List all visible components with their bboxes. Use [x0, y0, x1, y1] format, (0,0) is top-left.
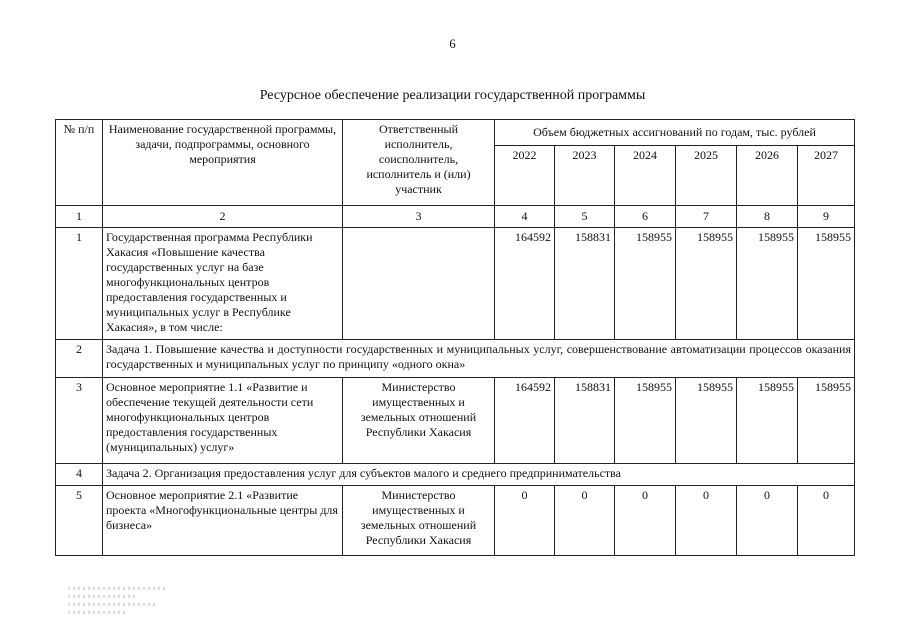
task-row	[56, 464, 855, 486]
row-value: 158955	[798, 378, 855, 464]
task-text: Задача 2. Организация предоставления услуг для субъектов малого и среднего предпринимательства	[103, 464, 855, 486]
row-number: 4	[56, 464, 103, 486]
column-number: 7	[676, 206, 737, 228]
task-row	[56, 340, 855, 378]
row-value: 164592	[495, 378, 555, 464]
column-number: 1	[56, 206, 103, 228]
row-value: 158955	[615, 228, 676, 340]
row-value: 164592	[495, 228, 555, 340]
header-year: 2024	[615, 146, 676, 206]
column-number: 6	[615, 206, 676, 228]
table-row	[56, 486, 855, 556]
row-value: 158831	[555, 228, 615, 340]
column-number: 2	[103, 206, 343, 228]
header-col-responsible: Ответственный исполнитель, соисполнитель, исполнитель и (или) участник	[343, 120, 495, 206]
row-value: 158955	[676, 378, 737, 464]
row-number: 3	[56, 378, 103, 464]
row-value: 0	[737, 486, 798, 556]
document-title: Ресурсное обеспечение реализации государственной программы	[259, 88, 646, 103]
row-value: 158955	[737, 378, 798, 464]
row-number: 1	[56, 228, 103, 340]
row-value: 0	[495, 486, 555, 556]
row-number: 2	[56, 340, 103, 378]
resource-table	[55, 119, 855, 556]
row-name: Государственная программа Республики Хакасия «Повышение качества государственных услуг на базе многофункциональных центров предоставления государственных и муниципальных услуг в Республике Хакасия», в том числе:	[103, 228, 343, 340]
row-responsible: Министерство имущественных и земельных отношений Республики Хакасия	[343, 486, 495, 556]
faded-scan-artifact	[68, 582, 188, 626]
row-name: Основное мероприятие 2.1 «Развитие проекта «Многофункциональные центры для бизнеса»	[103, 486, 343, 556]
header-year: 2027	[798, 146, 855, 206]
row-value: 0	[615, 486, 676, 556]
table-row	[56, 228, 855, 340]
header-year: 2025	[676, 146, 737, 206]
header-col-no: № п/п	[56, 120, 103, 206]
header-col-name: Наименование государственной программы, задачи, подпрограммы, основного мероприятия	[103, 120, 343, 206]
row-value: 158831	[555, 378, 615, 464]
header-year: 2023	[555, 146, 615, 206]
header-row	[56, 120, 855, 146]
row-value: 158955	[615, 378, 676, 464]
page-number: 6	[449, 36, 456, 51]
table-row	[56, 378, 855, 464]
row-value: 158955	[798, 228, 855, 340]
row-value: 0	[676, 486, 737, 556]
header-year: 2026	[737, 146, 798, 206]
row-name: Основное мероприятие 1.1 «Развитие и обеспечение текущей деятельности сети многофункциональных центров предоставления государственных (муниципальных) услуг»	[103, 378, 343, 464]
column-number: 3	[343, 206, 495, 228]
column-number: 9	[798, 206, 855, 228]
row-value: 158955	[676, 228, 737, 340]
header-year: 2022	[495, 146, 555, 206]
column-number: 5	[555, 206, 615, 228]
row-responsible: Министерство имущественных и земельных отношений Республики Хакасия	[343, 378, 495, 464]
row-value: 0	[798, 486, 855, 556]
column-number: 4	[495, 206, 555, 228]
row-number: 5	[56, 486, 103, 556]
row-value: 158955	[737, 228, 798, 340]
row-value: 0	[555, 486, 615, 556]
task-text: Задача 1. Повышение качества и доступности государственных и муниципальных услуг, совершенствование автоматизации процессов оказания государственных и муниципальных услуг по принципу «одного окна»	[103, 340, 855, 378]
column-number-row	[56, 206, 855, 228]
column-number: 8	[737, 206, 798, 228]
header-col-budget: Объем бюджетных ассигнований по годам, тыс. рублей	[495, 120, 855, 146]
row-responsible	[343, 228, 495, 340]
